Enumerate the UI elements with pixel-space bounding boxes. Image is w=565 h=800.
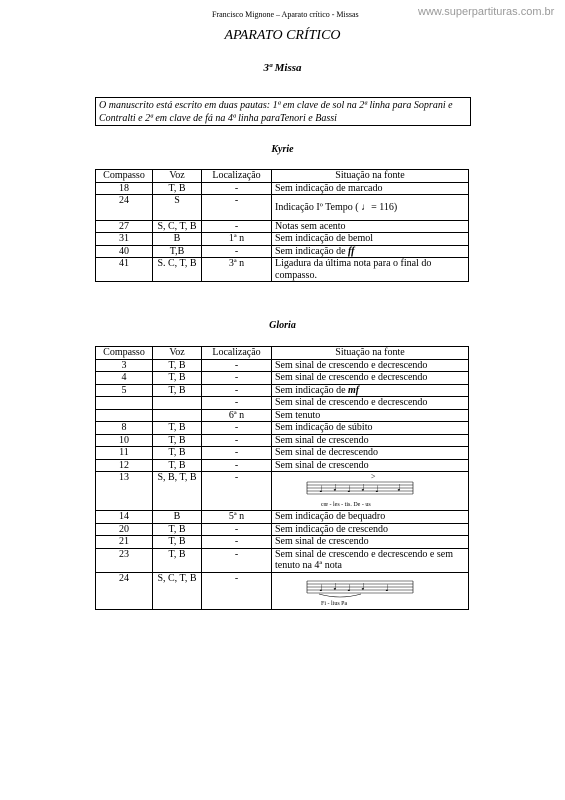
situacao-text: Sem indicação de [275, 245, 346, 257]
cell-situacao [272, 397, 469, 410]
svg-text:♩: ♩ [385, 583, 390, 594]
page-subtitle: 3ª Missa [263, 62, 302, 74]
cell-localizacao: - [202, 434, 272, 447]
cell-compasso: 23 [96, 548, 153, 572]
situacao-text: Sem sinal de crescendo e decrescendo [275, 359, 428, 371]
table-row [96, 422, 469, 435]
table-row [96, 233, 469, 246]
situacao-text: Sem indicação de crescendo [275, 523, 389, 535]
situacao-text: Sem indicação de bequadro [275, 511, 386, 522]
music-excerpt-icon [305, 472, 415, 510]
cell-situacao [272, 459, 469, 472]
cell-situacao [272, 245, 469, 258]
situacao-text: Indicação Iº Tempo ( ♩= 116) [275, 202, 398, 213]
cell-compasso: 11 [96, 447, 153, 460]
gloria-table [95, 346, 469, 610]
cell-localizacao: 1ª n [202, 233, 272, 246]
cell-voz: S, C, T, B [153, 572, 202, 609]
table-row [96, 182, 469, 195]
table-row [96, 372, 469, 385]
cell-compasso: 18 [96, 182, 153, 195]
col-situacao: Situação na fonte [272, 170, 469, 183]
table-row [96, 536, 469, 549]
situacao-text: Sem sinal de crescendo [275, 434, 369, 446]
gloria-title: Gloria [269, 320, 296, 331]
kyrie-table [95, 169, 469, 282]
svg-text:♩: ♩ [319, 485, 324, 495]
manuscript-note: O manuscrito está escrito em duas pautas: 1ª em clave de sol na 2ª linha para Soprani e Contralti e 2ª em clave de fá na 4ª linha paraTenori e Bassi [95, 97, 471, 126]
table-row [96, 409, 469, 422]
cell-situacao [272, 384, 469, 397]
cell-situacao [272, 472, 469, 511]
cell-voz: B [153, 233, 202, 246]
situacao-text: Sem tenuto [275, 409, 321, 421]
cell-localizacao: - [202, 523, 272, 536]
cell-localizacao: - [202, 182, 272, 195]
situacao-text: Sem sinal de crescendo e decrescendo e sem tenuto na 4ª nota [275, 548, 453, 571]
table-row [96, 434, 469, 447]
cell-compasso: 31 [96, 233, 153, 246]
table-row [96, 359, 469, 372]
table-row [96, 258, 469, 282]
cell-voz: T, B [153, 523, 202, 536]
table-row [96, 397, 469, 410]
cell-voz: T, B [153, 447, 202, 460]
situacao-text: Sem indicação de marcado [275, 182, 383, 194]
situacao-text: Sem sinal de crescendo [275, 536, 369, 547]
col-situacao: Situação na fonte [272, 347, 469, 360]
cell-compasso: 24 [96, 572, 153, 609]
cell-compasso: 40 [96, 245, 153, 258]
cell-situacao [272, 195, 469, 221]
cell-compasso: 13 [96, 472, 153, 511]
cell-voz: T,B [153, 245, 202, 258]
situacao-text: Sem indicação de súbito [275, 422, 373, 433]
cell-compasso: 4 [96, 372, 153, 385]
cell-situacao [272, 409, 469, 422]
table-row [96, 523, 469, 536]
cell-compasso: 3 [96, 359, 153, 372]
col-voz: Voz [153, 170, 202, 183]
situacao-text: Sem sinal de crescendo e decrescendo [275, 397, 428, 408]
watermark-link[interactable]: www.superpartituras.com.br [418, 6, 555, 18]
cell-compasso: 24 [96, 195, 153, 221]
cell-voz: B [153, 511, 202, 524]
cell-compasso [96, 409, 153, 422]
col-localizacao: Localização [202, 347, 272, 360]
cell-compasso: 14 [96, 511, 153, 524]
cell-situacao [272, 572, 469, 609]
svg-text:♩: ♩ [375, 485, 380, 495]
cell-voz: S [153, 195, 202, 221]
cell-situacao [272, 372, 469, 385]
cell-localizacao: - [202, 245, 272, 258]
svg-text:♩: ♩ [397, 483, 402, 494]
cell-situacao [272, 447, 469, 460]
cell-situacao [272, 511, 469, 524]
cell-localizacao: 5ª n [202, 511, 272, 524]
cell-voz: S. C, T, B [153, 258, 202, 282]
svg-text:cœ - les - tis. De - us: cœ - les - tis. De - us [321, 502, 371, 508]
col-compasso: Compasso [96, 347, 153, 360]
svg-text:♩: ♩ [333, 582, 338, 592]
table-row [96, 195, 469, 221]
cell-localizacao: - [202, 195, 272, 221]
cell-compasso: 21 [96, 536, 153, 549]
svg-text:♩: ♩ [361, 483, 366, 494]
svg-text:>: > [371, 472, 376, 481]
cell-localizacao: - [202, 220, 272, 233]
cell-compasso: 41 [96, 258, 153, 282]
col-voz: Voz [153, 347, 202, 360]
situacao-text: Sem sinal de crescendo [275, 459, 369, 471]
cell-situacao [272, 422, 469, 435]
cell-localizacao: - [202, 372, 272, 385]
kyrie-title: Kyrie [271, 144, 294, 155]
cell-voz: T, B [153, 548, 202, 572]
table-row [96, 472, 469, 511]
cell-situacao [272, 536, 469, 549]
cell-situacao [272, 523, 469, 536]
cell-localizacao: 3ª n [202, 258, 272, 282]
page-header: Francisco Mignone – Aparato crítico - Missas [212, 10, 359, 19]
cell-localizacao: - [202, 447, 272, 460]
cell-localizacao: - [202, 459, 272, 472]
cell-localizacao: - [202, 384, 272, 397]
table-row [96, 459, 469, 472]
table-row [96, 511, 469, 524]
cell-voz: T, B [153, 372, 202, 385]
situacao-text: Sem indicação de [275, 384, 346, 396]
svg-text:♩: ♩ [361, 582, 366, 592]
cell-voz: S, B, T, B [153, 472, 202, 511]
cell-localizacao: - [202, 548, 272, 572]
svg-text:♩: ♩ [319, 583, 324, 594]
cell-localizacao: 6ª n [202, 409, 272, 422]
cell-voz [153, 397, 202, 410]
cell-compasso [96, 397, 153, 410]
table-row [96, 245, 469, 258]
page-title: APARATO CRÍTICO [224, 28, 341, 43]
cell-voz: T, B [153, 459, 202, 472]
cell-localizacao: - [202, 422, 272, 435]
col-localizacao: Localização [202, 170, 272, 183]
table-row [96, 447, 469, 460]
svg-text:Fi - lius Pa: Fi - lius Pa [321, 600, 348, 607]
svg-text:♩: ♩ [347, 583, 352, 594]
cell-voz: T, B [153, 359, 202, 372]
cell-situacao [272, 258, 469, 282]
cell-compasso: 8 [96, 422, 153, 435]
gloria-header-row [96, 347, 469, 360]
table-row [96, 220, 469, 233]
svg-text:♩: ♩ [333, 483, 338, 494]
table-row [96, 572, 469, 609]
col-compasso: Compasso [96, 170, 153, 183]
cell-compasso: 10 [96, 434, 153, 447]
cell-voz: S, C, T, B [153, 220, 202, 233]
table-row [96, 548, 469, 572]
cell-compasso: 5 [96, 384, 153, 397]
svg-text:♩: ♩ [347, 485, 352, 495]
cell-situacao [272, 233, 469, 246]
cell-compasso: 27 [96, 220, 153, 233]
cell-voz [153, 409, 202, 422]
situacao-text: Sem sinal de crescendo e decrescendo [275, 372, 428, 383]
cell-voz: T, B [153, 182, 202, 195]
cell-situacao [272, 359, 469, 372]
cell-situacao [272, 548, 469, 572]
cell-situacao [272, 434, 469, 447]
music-excerpt-icon [305, 573, 415, 609]
situacao-text: Notas sem acento [275, 220, 346, 232]
cell-situacao [272, 182, 469, 195]
dynamic-marking: ff [345, 245, 355, 257]
cell-localizacao: - [202, 472, 272, 511]
cell-compasso: 12 [96, 459, 153, 472]
cell-voz: T, B [153, 422, 202, 435]
cell-localizacao: - [202, 572, 272, 609]
situacao-text: Sem sinal de decrescendo [275, 447, 379, 458]
dynamic-marking: mf [345, 384, 360, 396]
cell-compasso: 20 [96, 523, 153, 536]
cell-voz: T, B [153, 536, 202, 549]
cell-voz: T, B [153, 384, 202, 397]
situacao-text: Ligadura da última nota para o final do compasso. [275, 258, 432, 281]
cell-situacao [272, 220, 469, 233]
cell-localizacao: - [202, 397, 272, 410]
kyrie-header-row [96, 170, 469, 183]
situacao-text: Sem indicação de bemol [275, 233, 374, 244]
cell-localizacao: - [202, 536, 272, 549]
table-row [96, 384, 469, 397]
cell-voz: T, B [153, 434, 202, 447]
cell-localizacao: - [202, 359, 272, 372]
